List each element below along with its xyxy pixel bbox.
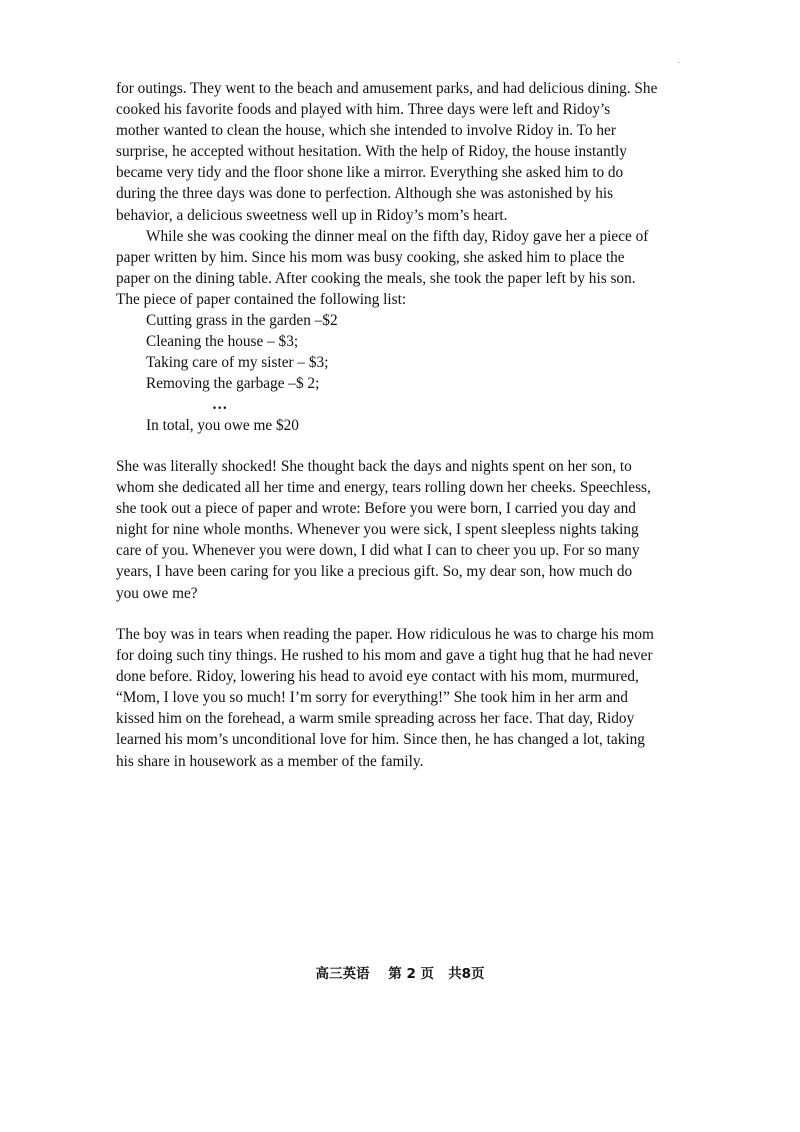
text-line: care of you. Whenever you were down, I did what I can to cheer you up. For so many: [116, 542, 640, 560]
text-line: behavior, a delicious sweetness well up in Ridoy’s mom’s heart.: [116, 206, 508, 224]
paragraph-shocked: [116, 456, 696, 604]
text-line: whom she dedicated all her time and energy, tears rolling down her cheeks. Speechless,: [116, 479, 651, 497]
text-line: you owe me?: [116, 584, 198, 602]
text-line: years, I have been caring for you like a precious gift. So, my dear son, how much do: [116, 563, 633, 581]
text-line: The piece of paper contained the following list:: [116, 291, 407, 309]
text-line: she took out a piece of paper and wrote: Before you were born, I carried you day and: [116, 500, 636, 518]
text-line: While she was cooking the dinner meal on the fifth day, Ridoy gave her a piece of: [146, 228, 649, 245]
list-item: Cutting grass in the garden –$2: [146, 312, 338, 329]
paragraph-outings: [116, 78, 696, 226]
charge-list: [116, 310, 696, 437]
list-item: Cleaning the house – $3;: [146, 333, 299, 351]
list-item: Taking care of my sister – $3;: [146, 354, 329, 372]
text-line: The boy was in tears when reading the paper. How ridiculous he was to charge his mom: [116, 626, 654, 643]
text-line: his share in housework as a member of the family.: [116, 752, 424, 770]
list-item: Removing the garbage –$ 2;: [146, 375, 320, 393]
text-line: kissed him on the forehead, a warm smile spreading across her face. That day, Ridoy: [116, 710, 635, 728]
text-line: cooked his favorite foods and played with him. Three days were left and Ridoy’s: [116, 101, 611, 119]
text-line: paper written by him. Since his mom was busy cooking, she asked him to place the: [116, 249, 625, 267]
paragraph-tears: [116, 624, 696, 772]
text-line: became very tidy and the floor shone like a mirror. Everything she asked him to do: [116, 164, 624, 182]
text-line: done before. Ridoy, lowering his head to avoid eye contact with his mom, murmured,: [116, 668, 639, 686]
text-line: during the three days was done to perfection. Although she was astonished by his: [116, 185, 614, 203]
corner-mark: .: [678, 56, 680, 65]
text-line: learned his mom’s unconditional love for him. Since then, he has changed a lot, taking: [116, 731, 645, 749]
text-line: surprise, he accepted without hesitation. With the help of Ridoy, the house instantly: [116, 143, 627, 161]
text-line: mother wanted to clean the house, which she intended to involve Ridoy in. To her: [116, 122, 616, 140]
paragraph-dinner: [116, 226, 696, 310]
page-footer: 高三英语 第 2 页 共8页: [315, 966, 485, 982]
text-line: She was literally shocked! She thought back the days and nights spent on her son, to: [116, 458, 632, 475]
text-line: paper on the dining table. After cooking the meals, she took the paper left by his son.: [116, 270, 636, 288]
text-line: night for nine whole months. Whenever you were sick, I spent sleepless nights taking: [116, 521, 639, 539]
list-total: In total, you owe me $20: [146, 417, 299, 435]
text-line: for outings. They went to the beach and amusement parks, and had delicious dining. She: [116, 80, 658, 97]
list-ellipsis: …: [212, 396, 229, 414]
text-line: “Mom, I love you so much! I’m sorry for everything!” She took him in her arm and: [116, 689, 628, 707]
text-line: for doing such tiny things. He rushed to his mom and gave a tight hug that he had never: [116, 647, 653, 665]
